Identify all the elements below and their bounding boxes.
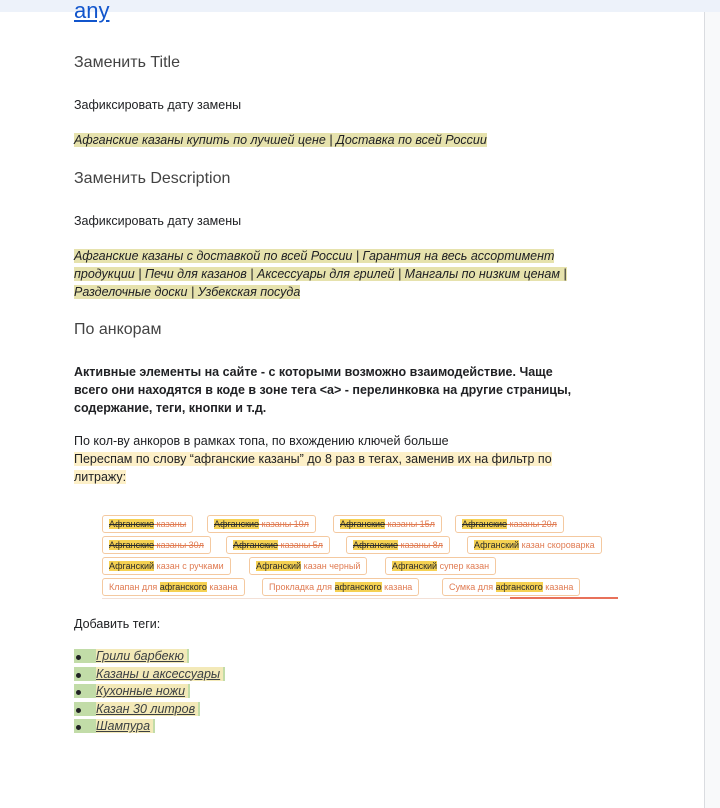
tag-chip (249, 557, 367, 575)
anchors-definition-line: Активные элементы на сайте - с которыми возможно взаимодействие. Чаще (74, 365, 553, 379)
tag-chip-rest: казаны 15л (385, 519, 435, 529)
tag-chip (207, 515, 316, 533)
anchors-count-line: По кол-ву анкоров в рамках топа, по вхождению ключей больше (74, 434, 449, 448)
anchors-overspam-line: Переспам по слову “афганские казаны” до 8 раз в тегах, заменив их на фильтр по (74, 452, 552, 466)
list-item-text: Грили барбекю (96, 649, 187, 663)
tag-chip-keyword: Афганские (214, 519, 260, 529)
tag-chip-rest: казана (542, 582, 574, 592)
tag-chip (102, 536, 211, 554)
tag-chip-rest: казаны 8л (398, 540, 443, 550)
bullet-icon (76, 655, 81, 660)
list-item-highlight (74, 684, 190, 698)
tag-chip-prefix: Клапан для (109, 582, 160, 592)
tag-chip-rest: казана (206, 582, 238, 592)
tag-chip (226, 536, 330, 554)
heading-by-anchors: По анкорам (74, 321, 162, 338)
tags-divider-accent (510, 597, 618, 599)
tag-chip-keyword: Афганский (256, 561, 302, 571)
tag-chip-keyword: афганского (159, 582, 207, 592)
list-item-text: Казаны и аксессуары (96, 667, 223, 681)
tags-screenshot (102, 500, 618, 600)
tag-chip-rest: казаны (154, 519, 187, 529)
list-item-highlight (74, 719, 155, 733)
tag-chip-keyword: Афганский (392, 561, 438, 571)
tag-chip-keyword: Афганские (109, 540, 155, 550)
list-item-highlight (74, 649, 189, 663)
anchors-definition-line: всего они находятся в коде в зоне тега <a> - перелинковка на другие страницы, (74, 383, 572, 397)
tag-chip-keyword: Афганские (340, 519, 386, 529)
tag-chip-prefix: Прокладка для (269, 582, 335, 592)
list-item-highlight (74, 702, 200, 716)
description-line: продукции | Печи для казанов | Аксессуары для грилей | Мангалы по низким ценам | (74, 267, 567, 281)
link-any[interactable]: any (74, 0, 110, 23)
note-fix-date-description: Зафиксировать дату замены (74, 214, 242, 228)
anchors-notes (74, 432, 552, 486)
bullet-icon (76, 708, 81, 713)
tag-chip-rest: казан с ручками (154, 561, 224, 571)
list-item-text: Кухонные ножи (96, 684, 188, 698)
add-tags-label: Добавить теги: (74, 617, 161, 631)
description-line: Афганские казаны с доставкой по всей России | Гарантия на весь ассортимент (74, 249, 555, 263)
tag-chip-keyword: Афганские (109, 519, 155, 529)
title-value-text: Афганские казаны купить по лучшей цене | Доставка по всей России (74, 133, 487, 147)
tag-chip-rest: казаны 5л (278, 540, 323, 550)
tag-chip-keyword: афганского (334, 582, 382, 592)
tag-chip (455, 515, 564, 533)
tag-chip (442, 578, 580, 596)
note-fix-date-title: Зафиксировать дату замены (74, 98, 242, 112)
title-value (74, 131, 487, 149)
tag-chip (262, 578, 419, 596)
bullet-icon (76, 673, 81, 678)
tag-chip-keyword: Афганский (109, 561, 155, 571)
list-item (96, 718, 225, 736)
list-item (96, 701, 225, 719)
list-item-text: Казан 30 литров (96, 702, 198, 716)
list-item-text: Шампура (96, 719, 153, 733)
anchors-definition-line: содержание, теги, кнопки и т.д. (74, 401, 267, 415)
bullet-icon (76, 725, 81, 730)
list-item-highlight (74, 667, 225, 681)
list-item (96, 648, 225, 666)
list-item (96, 666, 225, 684)
tag-chip (333, 515, 442, 533)
description-value (74, 247, 567, 301)
tag-chip-rest: казаны 20л (507, 519, 557, 529)
tag-chip-keyword: Афганские (233, 540, 279, 550)
tag-chip-rest: супер казан (437, 561, 490, 571)
tag-chip (385, 557, 496, 575)
tag-chip-rest: казан черный (301, 561, 361, 571)
tag-chip (467, 536, 602, 554)
tag-chip (102, 578, 245, 596)
tag-chip-keyword: Афганский (474, 540, 520, 550)
tag-chip-prefix: Сумка для (449, 582, 496, 592)
description-line: Разделочные доски | Узбекская посуда (74, 285, 301, 299)
tag-chip-keyword: Афганские (353, 540, 399, 550)
tag-chip (102, 515, 193, 533)
tag-chip (346, 536, 450, 554)
tag-chip-rest: казан скороварка (519, 540, 595, 550)
tag-chip-rest: казана (381, 582, 413, 592)
tag-chip (102, 557, 231, 575)
tag-chip-keyword: афганского (495, 582, 543, 592)
heading-replace-title: Заменить Title (74, 54, 180, 71)
bullet-icon (76, 690, 81, 695)
anchors-definition (74, 363, 571, 417)
tag-chip-keyword: Афганские (462, 519, 508, 529)
tag-chip-rest: казаны 10л (259, 519, 309, 529)
anchors-overspam-line-2: литражу: (74, 470, 127, 484)
list-item (96, 683, 225, 701)
add-tags-list (96, 648, 225, 736)
heading-replace-description: Заменить Description (74, 170, 231, 187)
tag-chip-rest: казаны 30л (154, 540, 204, 550)
